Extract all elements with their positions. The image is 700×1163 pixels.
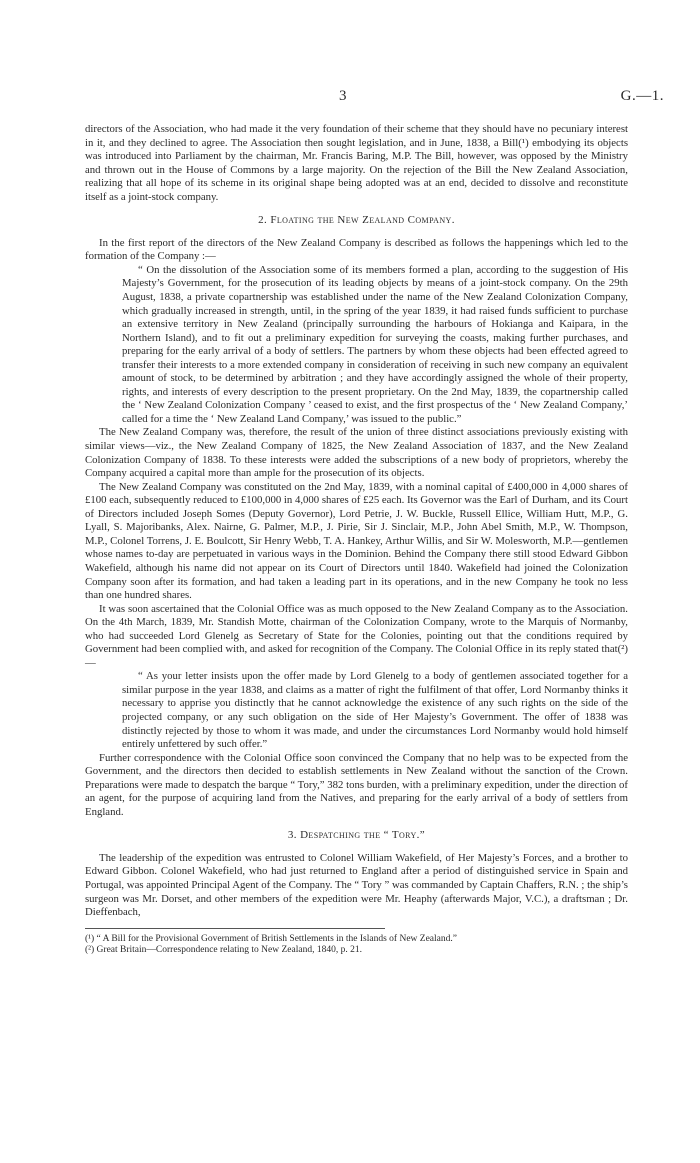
footnote-1: (¹) “ A Bill for the Provisional Government of British Settlements in the Islands of New Zealand.” [85, 933, 457, 944]
document-reference: G.—1. [620, 88, 664, 104]
footnote-divider [85, 928, 385, 929]
paragraph-2: In the first report of the directors of the New Zealand Company is described as follows the happenings which led to the formation of the Company :— [85, 236, 628, 263]
paragraph-3: The New Zealand Company was, therefore, the result of the union of three distinct associations previously existing with similar views—viz., the New Zealand Company of 1825, the New Zealand Association of 1837, and the New Zealand Colonization Company of 1838. To these interests were added the subscriptions of a new body of proprietors, whereby the Company acquired a capital more than ample for the prosecution of its objects. [85, 426, 628, 480]
report-quotation: “ On the dissolution of the Association some of its members formed a plan, according to the suggestion of His Majesty’s Government, for the prosecution of its leading objects by means of a joint-stock company. On the 29th August, 1838, a private copartnership was established under the name of the New Zealand Colonization Company, which gradually increased in strength, until, in the spring of the year 1839, it had raised funds sufficient to purchase an extensive territory in New Zealand (principally surrounding the harbours of Hokianga and Kaipara, in the Northern Island), and to fit out a preliminary expedition for surveying the coasts, making further purchases, and preparing for the early arrival of a body of settlers. The partners by whom these objects had been effected agreed to transfer their interests to a more extended company in consideration of receiving in such new company an equivalent amount of stock, to be determined by arbitration ; and they have accordingly assigned the whole of their property, rights, and interests of every description to the present proprietary. On the 2nd May, 1839, the copartnership called the ‘ New Zealand Colonization Company ’ ceased to exist, and the first prospectus of the ‘ New Zealand Company,’ called for a time the ‘ New Zealand Land Company,’ was issued to the public.” [122, 263, 628, 425]
section-heading-2: 2. Floating the New Zealand Company. [258, 214, 455, 227]
page-body [85, 123, 628, 957]
paragraph-1: directors of the Association, who had made it the very foundation of their scheme that they should have no pecuniary interest in it, and they declined to agree. The Association then sought legislation, and in June, 1838, a Bill(¹) embodying its objects was introduced into Parliament by the chairman, Mr. Francis Baring, M.P. The Bill, however, was opposed by the Ministry and thrown out in the House of Commons by a large majority. On the rejection of the Bill the New Zealand Association, realizing that all hope of its scheme in its original shape being adopted was at an end, decided to dissolve and reconstitute itself as a joint-stock company. [85, 123, 628, 203]
paragraph-6: Further correspondence with the Colonial Office soon convinced the Company that no help was to be expected from the Government, and the directors then decided to establish settlements in New Zealand without the sanction of the Crown. Preparations were made to despatch the barque “ Tory,” 382 tons burden, with a preliminary expedition, under the direction of an agent, for the purpose of acquiring land from the Natives, and preparing for the early arrival of a body of settlers from England. [85, 751, 628, 818]
paragraph-4: The New Zealand Company was constituted on the 2nd May, 1839, with a nominal capital of £400,000 in 4,000 shares of £100 each, subsequently reduced to £100,000 in 4,000 shares of £25 each. Its Governor was the Earl of Durham, and its Court of Directors included Joseph Somes (Deputy Governor), Lord Petrie, J. W. Buckle, Russell Ellice, William Hutt, M.P., G. Lyall, S. Majoribanks, Alex. Nairne, G. Palmer, M.P., J. Pirie, Sir J. Sinclair, M.P., John Abel Smith, M.P., W. Thompson, M.P., Colonel Torrens, J. E. Boulcott, Sir Henry Webb, T. A. Hankey, Arthur Willis, and Sir W. Molesworth, M.P.—gentlemen whose names to-day are perpetuated in various ways in the Dominion. Behind the Company there still stood Edward Gibbon Wakefield, although his name did not appear on its Court of Directors until 1840. Wakefield had joined the Colonization Company soon after its formation, and had taken a leading part in its operations, and in the new Company he took no less than one hundred shares. [85, 480, 628, 602]
footnote-2: (²) Great Britain—Correspondence relating to New Zealand, 1840, p. 21. [85, 945, 362, 956]
colonial-office-quotation: “ As your letter insists upon the offer made by Lord Glenelg to a body of gentlemen associated together for a similar purpose in the year 1838, and claims as a matter of right the fulfilment of that offer, Lord Normanby thinks it necessary to apprise you distinctly that he cannot acknowledge the existence of any such rights on the side of the projected company, or any such obligation on the side of Her Majesty’s Government. The offer of 1838 was distinctly rejected by those to whom it was made, and under the circumstances Lord Normanby would hold himself entirely unfettered by such offer.” [122, 670, 628, 751]
paragraph-5: It was soon ascertained that the Colonial Office was as much opposed to the New Zealand Company as to the Association. On the 4th March, 1839, Mr. Standish Motte, chairman of the Colonization Company, wrote to the Marquis of Normanby, who had succeeded Lord Glenelg as Secretary of State for the Colonies, pointing out that the conditions required by Government had been complied with, and asked for recognition of the Company. The Colonial Office in its reply stated that(²)— [85, 602, 628, 669]
page-number: 3 [339, 88, 347, 104]
section-heading-3: 3. Despatching the “ Tory.” [287, 829, 426, 842]
paragraph-7: The leadership of the expedition was entrusted to Colonel William Wakefield, of Her Majesty’s Forces, and a brother to Edward Gibbon. Colonel Wakefield, who had just returned to England after a period of distinguished service in Spain and Portugal, was appointed Principal Agent of the Company. The “ Tory ” was commanded by Captain Chaffers, R.N. ; the ship’s surgeon was Mr. Dorset, and other members of the expedition were Mr. Heaphy (afterwards Major, V.C.), a draftsman ; Dr. Dieffenbach, [85, 851, 628, 919]
